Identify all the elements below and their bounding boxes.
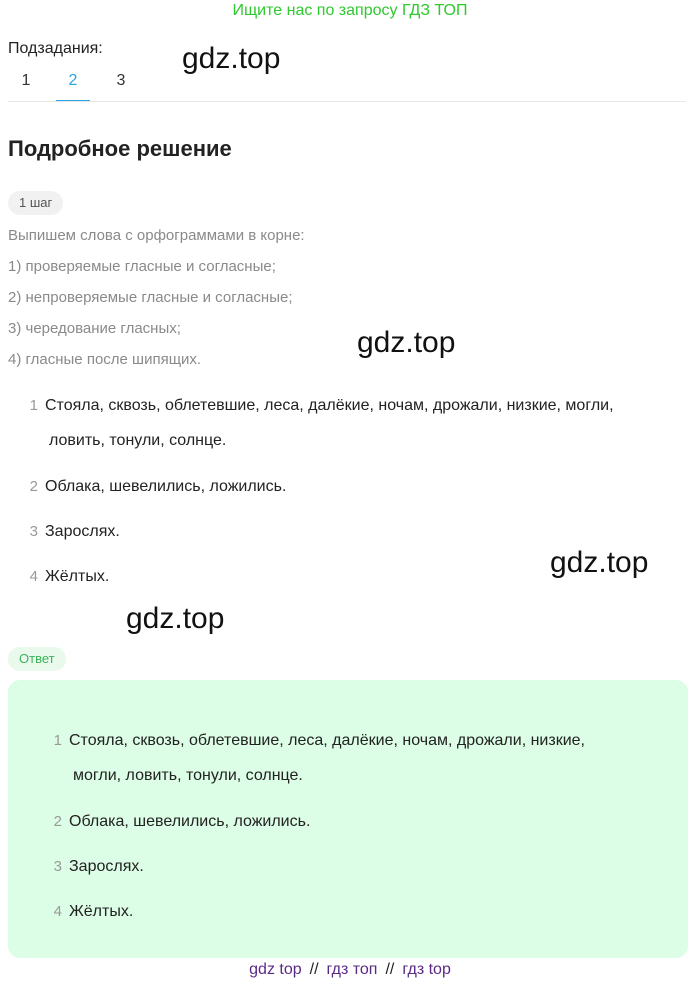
search-banner: Ищите нас по запросу ГДЗ ТОП — [232, 2, 468, 19]
watermark: gdz.top — [182, 42, 281, 75]
footer-link[interactable]: гдз top — [402, 961, 451, 978]
footer-link[interactable]: гдз топ — [326, 961, 378, 978]
item-number: 3 — [53, 858, 62, 875]
tab-subtask-1[interactable]: 1 — [21, 72, 31, 89]
item-number: 4 — [29, 568, 38, 585]
footer-link[interactable]: gdz top — [249, 961, 302, 978]
watermark: gdz.top — [550, 546, 649, 579]
hint-rule-2: 2) непроверяемые гласные и согласные; — [8, 289, 293, 306]
watermark: gdz.top — [126, 602, 225, 635]
solution-title: Подробное решение — [8, 136, 232, 161]
item-number: 4 — [53, 903, 62, 920]
item-text: Зарослях. — [69, 858, 144, 875]
answer-badge: Ответ — [8, 647, 66, 671]
item-number: 1 — [53, 732, 62, 749]
item-text-continued: ловить, тонули, солнце. — [49, 432, 227, 449]
item-number: 3 — [29, 523, 38, 540]
item-text: Жёлтых. — [45, 568, 110, 585]
item-text: Облака, шевелились, ложились. — [69, 813, 311, 830]
item-text: Жёлтых. — [69, 903, 134, 920]
hint-rule-3: 3) чередование гласных; — [8, 320, 181, 337]
item-number: 2 — [53, 813, 62, 830]
hint-rule-4: 4) гласные после шипящих. — [8, 351, 202, 368]
step-badge: 1 шаг — [8, 191, 63, 215]
footer-links — [0, 961, 700, 979]
tab-subtask-2[interactable]: 2 — [56, 66, 90, 102]
item-number: 1 — [29, 397, 38, 414]
item-text: Облака, шевелились, ложились. — [45, 478, 287, 495]
item-text-continued: могли, ловить, тонули, солнце. — [73, 767, 303, 784]
hint-intro: Выпишем слова с орфограммами в корне: — [8, 227, 305, 244]
item-text: Стояла, сквозь, облетевшие, леса, далёкие, ночам, дрожали, низкие, — [69, 732, 585, 749]
item-text: Зарослях. — [45, 523, 120, 540]
footer-separator: // — [385, 961, 395, 978]
tabs-divider — [8, 101, 686, 102]
item-text: Стояла, сквозь, облетевшие, леса, далёкие, ночам, дрожали, низкие, могли, — [45, 397, 614, 414]
footer-separator: // — [309, 961, 319, 978]
item-number: 2 — [29, 478, 38, 495]
hint-rule-1: 1) проверяемые гласные и согласные; — [8, 258, 276, 275]
answer-box — [8, 680, 688, 958]
subtasks-label: Подзадания: — [8, 40, 103, 57]
watermark: gdz.top — [357, 326, 456, 359]
tab-subtask-3[interactable]: 3 — [116, 72, 126, 89]
